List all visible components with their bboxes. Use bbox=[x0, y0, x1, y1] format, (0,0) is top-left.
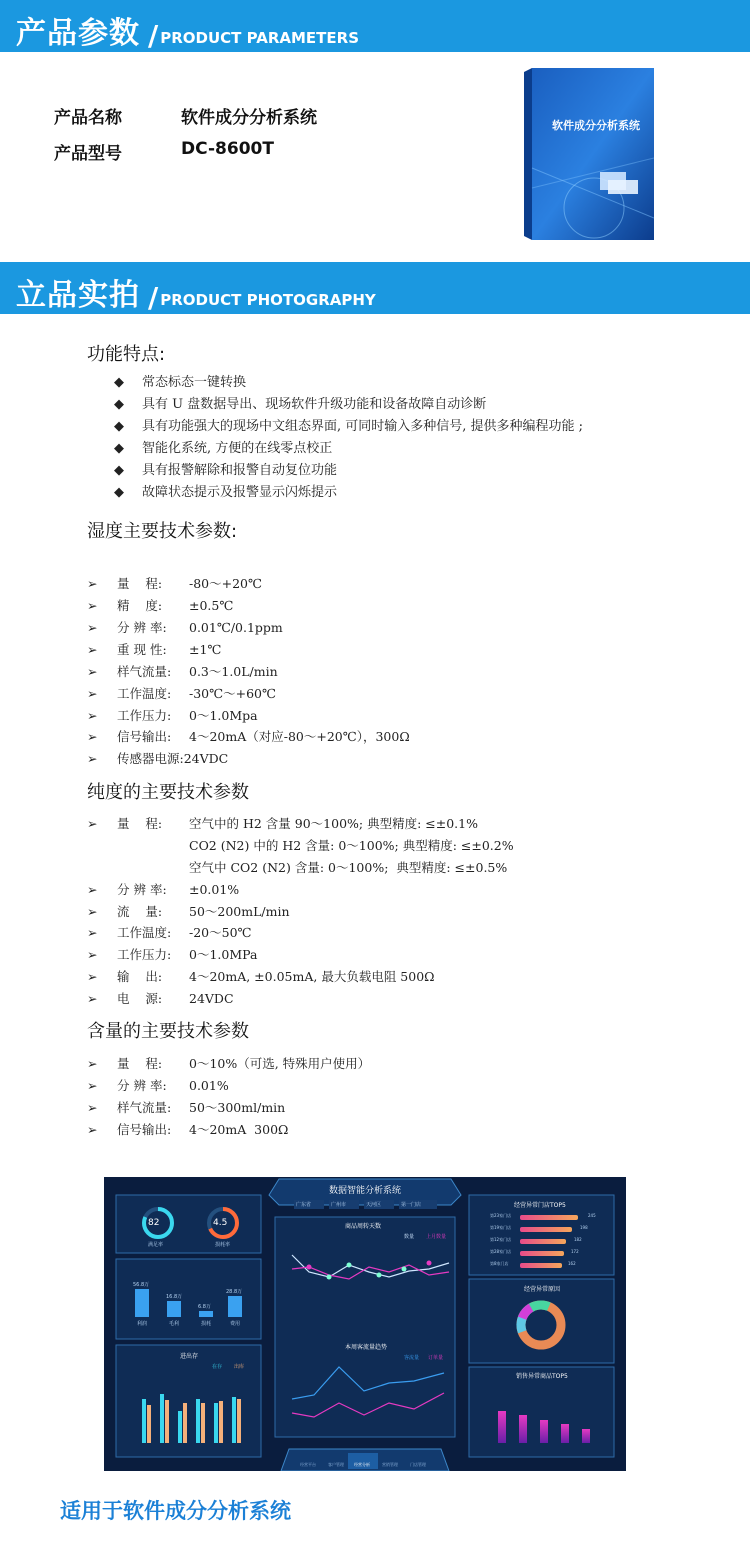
bar-value: 56.8万 bbox=[133, 1282, 150, 1288]
nav-item[interactable]: 经营平台 bbox=[300, 1462, 316, 1467]
param-row: ➢ 重 现 性: ±1℃ bbox=[87, 642, 222, 657]
dashboard-title: 数据智能分析系统 bbox=[328, 1186, 401, 1196]
photo-banner bbox=[0, 262, 750, 314]
top5-name: 第12家门店 bbox=[490, 1237, 512, 1242]
inout-title: 进出存 bbox=[180, 1353, 199, 1360]
line2-title: 本周客流量趋势 bbox=[345, 1344, 388, 1351]
inout-legend-out: 出库 bbox=[234, 1364, 245, 1370]
ring2-value: 4.5 bbox=[213, 1218, 228, 1228]
feature-item: ◆ 具有功能强大的现场中文组态界面, 可同时输入多种信号, 提供多种编程功能 ; bbox=[114, 419, 584, 434]
param-row: ➢ 工作压力: 0～1.0MPa bbox=[87, 947, 258, 962]
bar-value: 28.8万 bbox=[226, 1289, 243, 1295]
feature-item: ◆ 故障状态提示及报警显示闪烁提示 bbox=[114, 485, 338, 500]
param-row: ➢ 量 程: 空气中的 H2 含量 90～100%; 典型精度: ≤±0.1% bbox=[87, 816, 478, 831]
photo-title-en: PRODUCT PHOTOGRAPHY bbox=[160, 291, 376, 309]
param-row: ➢ 样气流量: 0.3～1.0L/min bbox=[87, 664, 278, 679]
param-continuation: CO2 (N2) 中的 H2 含量: 0～100%; 典型精度: ≤±0.2% bbox=[189, 838, 514, 853]
product-model-row bbox=[54, 139, 274, 164]
product-box-image bbox=[524, 68, 654, 240]
top5-name: 第23家门店 bbox=[490, 1213, 512, 1218]
nav-item[interactable]: 营销管理 bbox=[382, 1462, 398, 1467]
bar-label: 费用 bbox=[230, 1321, 241, 1327]
top5-title: 经营异常门店TOP5 bbox=[514, 1202, 566, 1209]
purity-title: 纯度的主要技术参数 bbox=[87, 782, 249, 803]
feature-item: ◆ 智能化系统, 方便的在线零点校正 bbox=[114, 441, 333, 456]
param-row: ➢ 输 出: 4～20mA, ±0.05mA, 最大负载电阻 500Ω bbox=[87, 969, 435, 984]
line2-legend: 订单量 bbox=[428, 1355, 444, 1361]
box-title: 软件成分分析系统 bbox=[552, 119, 640, 132]
product-name-label: 产品名称 bbox=[54, 108, 122, 128]
nav-item[interactable]: 客户管理 bbox=[328, 1462, 344, 1467]
feature-item: ◆ 常态标态一键转换 bbox=[114, 375, 247, 390]
content-title: 含量的主要技术参数 bbox=[87, 1021, 249, 1042]
bar-value: 16.8万 bbox=[166, 1294, 183, 1300]
feature-item: ◆ 具有 U 盘数据导出、现场软件升级功能和设备故障自动诊断 bbox=[114, 397, 487, 412]
top5-name: 第8家门店 bbox=[490, 1261, 509, 1266]
footer-caption: 适用于软件成分分析系统 bbox=[60, 1499, 291, 1523]
param-row: ➢ 工作温度: -20～50℃ bbox=[87, 925, 252, 940]
filter-province[interactable]: 广东省 bbox=[296, 1202, 312, 1208]
params-title-en: PRODUCT PARAMETERS bbox=[160, 29, 360, 47]
top5-value: 162 bbox=[568, 1261, 576, 1266]
line1-legend: 上月数量 bbox=[426, 1234, 447, 1240]
features-title: 功能特点: bbox=[87, 344, 166, 365]
nav-item[interactable]: 门店管理 bbox=[410, 1462, 426, 1467]
feature-item: ◆ 具有报警解除和报警自动复位功能 bbox=[114, 463, 338, 478]
param-continuation: 空气中 CO2 (N2) 含量: 0～100%; 典型精度: ≤±0.5% bbox=[189, 860, 508, 875]
param-row: ➢ 量 程: 0～10%（可选, 特殊用户使用） bbox=[87, 1056, 371, 1071]
bar-label: 利润 bbox=[137, 1321, 148, 1327]
bar-value: 6.8万 bbox=[198, 1304, 211, 1310]
photo-title-cn: 立品实拍 bbox=[16, 278, 140, 313]
param-row: ➢ 工作温度: -30℃～+60℃ bbox=[87, 686, 276, 701]
pie-title: 经营异常原因 bbox=[524, 1286, 561, 1293]
ring2-label: 损耗率 bbox=[215, 1242, 231, 1248]
product-model-value: DC-8600T bbox=[181, 139, 274, 159]
bar-label: 毛利 bbox=[169, 1321, 180, 1327]
product-name-row bbox=[54, 103, 317, 128]
humidity-title: 湿度主要技术参数: bbox=[87, 521, 238, 542]
param-row: ➢ 信号输出: 4～20mA 300Ω bbox=[87, 1122, 289, 1137]
param-row: ➢ 分 辨 率: 0.01℃/0.1ppm bbox=[87, 620, 283, 635]
sales-title: 销售异常商品TOP5 bbox=[516, 1373, 568, 1380]
top5-value: 182 bbox=[574, 1237, 582, 1242]
inout-legend-stock: 在存 bbox=[212, 1364, 223, 1370]
banner-slash: / bbox=[148, 19, 159, 52]
line2-legend: 客流量 bbox=[404, 1355, 420, 1361]
line1-legend: 数量 bbox=[404, 1234, 415, 1240]
param-row: ➢ 量 程: -80～+20℃ bbox=[87, 576, 262, 591]
param-row: ➢ 精 度: ±0.5℃ bbox=[87, 598, 234, 613]
param-row: ➢ 工作压力: 0～1.0Mpa bbox=[87, 708, 258, 723]
param-row: ➢ 信号输出: 4～20mA（对应-80～+20℃），300Ω bbox=[87, 729, 410, 744]
ring1-label: 满足率 bbox=[148, 1242, 164, 1248]
top5-name: 第19家门店 bbox=[490, 1225, 512, 1230]
line1-title: 商品周转天数 bbox=[345, 1223, 382, 1230]
banner-slash-2: / bbox=[148, 281, 159, 314]
top5-name: 第28家门店 bbox=[490, 1249, 512, 1254]
filter-city[interactable]: 广州市 bbox=[331, 1202, 347, 1208]
param-row: ➢ 流 量: 50～200mL/min bbox=[87, 904, 290, 919]
product-name-value: 软件成分分析系统 bbox=[181, 108, 317, 128]
ring1-value: 82 bbox=[148, 1218, 160, 1228]
top5-value: 245 bbox=[588, 1213, 596, 1218]
param-row: ➢ 分 辨 率: 0.01% bbox=[87, 1078, 229, 1093]
top5-value: 172 bbox=[571, 1249, 579, 1254]
filter-store[interactable]: 第一门店 bbox=[401, 1202, 422, 1208]
param-row: ➢ 分 辨 率: ±0.01% bbox=[87, 882, 240, 897]
nav-item-active[interactable]: 经营分析 bbox=[354, 1462, 370, 1467]
param-row: ➢ 传感器电源:24VDC bbox=[87, 751, 229, 766]
product-model-label: 产品型号 bbox=[54, 144, 122, 164]
bar-label: 损耗 bbox=[201, 1321, 212, 1327]
params-title-cn: 产品参数 bbox=[16, 16, 140, 51]
top5-value: 198 bbox=[580, 1225, 588, 1230]
param-row: ➢ 电 源: 24VDC bbox=[87, 991, 234, 1006]
params-banner bbox=[0, 0, 750, 52]
param-row: ➢ 样气流量: 50～300ml/min bbox=[87, 1100, 286, 1115]
filter-district[interactable]: 天河区 bbox=[366, 1202, 382, 1208]
dashboard-screenshot bbox=[104, 1177, 626, 1471]
